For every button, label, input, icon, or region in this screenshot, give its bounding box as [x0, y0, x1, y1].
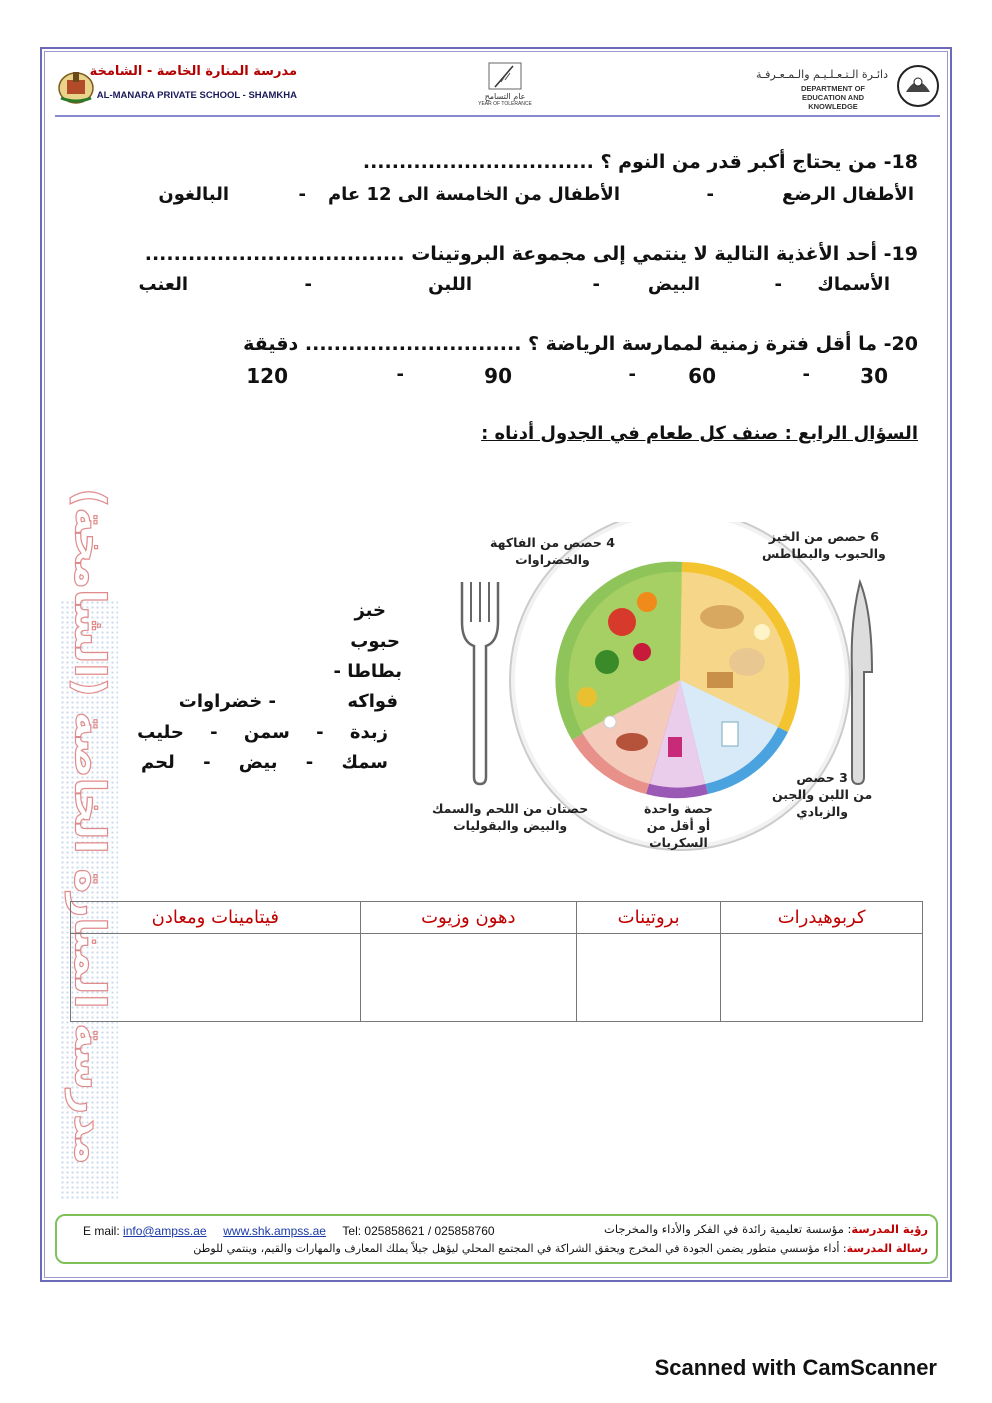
q19-option-2: البيض	[647, 274, 700, 295]
header-carbohydrates: كربوهيدرات	[721, 902, 923, 934]
q19-sep-3: -	[304, 274, 312, 295]
plate-segments	[555, 562, 800, 798]
question-20: 20- ما أقل فترة زمنية لممارسة الرياضة ؟ .............................. دقيقة	[243, 333, 918, 355]
adek-seal-icon	[896, 64, 940, 108]
answer-cell-vitamins-minerals[interactable]	[71, 934, 361, 1022]
food-vegetables: - خضراوات	[178, 691, 276, 712]
knife-icon	[852, 582, 872, 784]
school-logo-block	[57, 62, 297, 112]
footer-mission-line	[193, 1242, 928, 1255]
q20-option-1: 30	[860, 364, 888, 388]
q18-option-1: الأطفال الرضع	[782, 184, 914, 205]
q18-option-2: الأطفال من الخامسة الى 12 عام	[327, 184, 620, 205]
q18-sep-1: -	[706, 184, 714, 205]
q20-option-3: 90	[484, 364, 512, 388]
label-sugar: حصة واحدة أو أقل من السكريات	[644, 801, 713, 850]
food-proteins: سمك - بيض - لحم	[140, 752, 388, 773]
adek-logo-block	[690, 62, 940, 112]
tolerance-mark-icon	[475, 62, 535, 92]
answer-cell-carbohydrates[interactable]	[721, 934, 923, 1022]
letterhead	[55, 58, 940, 118]
food-grains: حبوب	[350, 631, 400, 652]
food-potatoes: بطاطا -	[333, 661, 402, 682]
telephone: Tel: 025858621 / 025858760	[342, 1224, 495, 1238]
q18-sep-2: -	[298, 184, 306, 205]
q18-option-3: البالغون	[158, 184, 229, 205]
label-dairy: 3 حصص من اللبن والجبن والزبادي	[772, 770, 873, 819]
email-label: E mail:	[83, 1224, 120, 1238]
food-fats-dairy: زبدة - سمن - حليب	[137, 722, 388, 743]
camscanner-watermark: Scanned with CamScanner	[654, 1355, 937, 1380]
table-answer-row	[71, 934, 923, 1022]
q19-option-1: الأسماك	[817, 274, 890, 295]
header-fats-oils: دهون وزيوت	[360, 902, 576, 934]
header-vitamins-minerals: فيتامينات ومعادن	[71, 902, 361, 934]
mission-text: : أداء مؤسسي متطور يضمن الجودة في المخرج ويحقق الشراكة في المجتمع المحلي ليؤهل جيلاً يملك المعارف والمهارات والقيم، وينتمي للوطن	[193, 1242, 847, 1255]
food-bread: خبز	[354, 600, 386, 621]
q20-sep-1: -	[802, 364, 810, 385]
header-rule	[55, 115, 940, 117]
q19-option-3: اللبن	[428, 274, 472, 295]
label-meat-beans: حصتان من اللحم والسمك والبيض والبقوليات	[432, 801, 589, 833]
question-19: 19- أحد الأغذية التالية لا ينتمي إلى مجموعة البروتينات ....................................	[144, 243, 918, 265]
tolerance-text-en: YEAR OF TOLERANCE	[478, 101, 532, 107]
table-header-row	[71, 902, 923, 934]
q19-sep-2: -	[592, 274, 600, 295]
q20-option-2: 60	[688, 364, 716, 388]
tolerance-text-ar: عام التسامح	[484, 92, 526, 101]
header-proteins: بروتينات	[576, 902, 720, 934]
label-bread-grains: 6 حصص من الخبز والحبوب والبطاطس	[762, 529, 886, 561]
healthy-plate-diagram	[432, 522, 902, 862]
email-link[interactable]: info@ampss.ae	[123, 1224, 207, 1238]
q20-sep-2: -	[628, 364, 636, 385]
q20-option-4: 120	[246, 364, 288, 388]
school-name-en: AL-MANARA PRIVATE SCHOOL - SHAMKHA	[96, 90, 297, 101]
label-fruit-vegetables: 4 حصص من الفاكهة والخضراوات	[490, 535, 615, 567]
year-of-tolerance-logo	[465, 62, 545, 116]
footer-contacts	[83, 1224, 495, 1238]
footer-vision-line	[604, 1222, 928, 1236]
adek-name-ar: دائـرة الـتـعـلـيـم والـمـعـرفـة	[756, 68, 888, 81]
website-link[interactable]: www.shk.ampss.ae	[223, 1224, 326, 1238]
answer-cell-fats-oils[interactable]	[360, 934, 576, 1022]
watermark-text: مدرسة المنارة الخاصة (الشامخة)	[65, 488, 115, 1165]
classification-table	[70, 901, 923, 1022]
question-18: 18- من يحتاج أكبر قدر من النوم ؟ ................................	[362, 151, 918, 173]
school-footer	[55, 1214, 938, 1264]
mission-label: رسالة المدرسة	[846, 1242, 928, 1255]
answer-cell-proteins[interactable]	[576, 934, 720, 1022]
section-4-title: السؤال الرابع : صنف كل طعام في الجدول أدناه :	[481, 423, 918, 444]
vision-text: : مؤسسة تعليمية رائدة في الفكر والأداء والمخرجات	[604, 1222, 852, 1236]
school-watermark	[60, 488, 118, 1200]
adek-name-en: DEPARTMENT OF EDUCATION AND KNOWLEDGE	[800, 84, 866, 111]
school-name-ar: مدرسة المنارة الخاصة - الشامخة	[89, 64, 297, 79]
q19-option-4: العنب	[138, 274, 188, 295]
q20-sep-3: -	[396, 364, 404, 385]
fork-icon	[462, 582, 498, 784]
q19-sep-1: -	[774, 274, 782, 295]
food-fruits: فواكه	[347, 691, 398, 712]
vision-label: رؤية المدرسة	[851, 1222, 928, 1236]
